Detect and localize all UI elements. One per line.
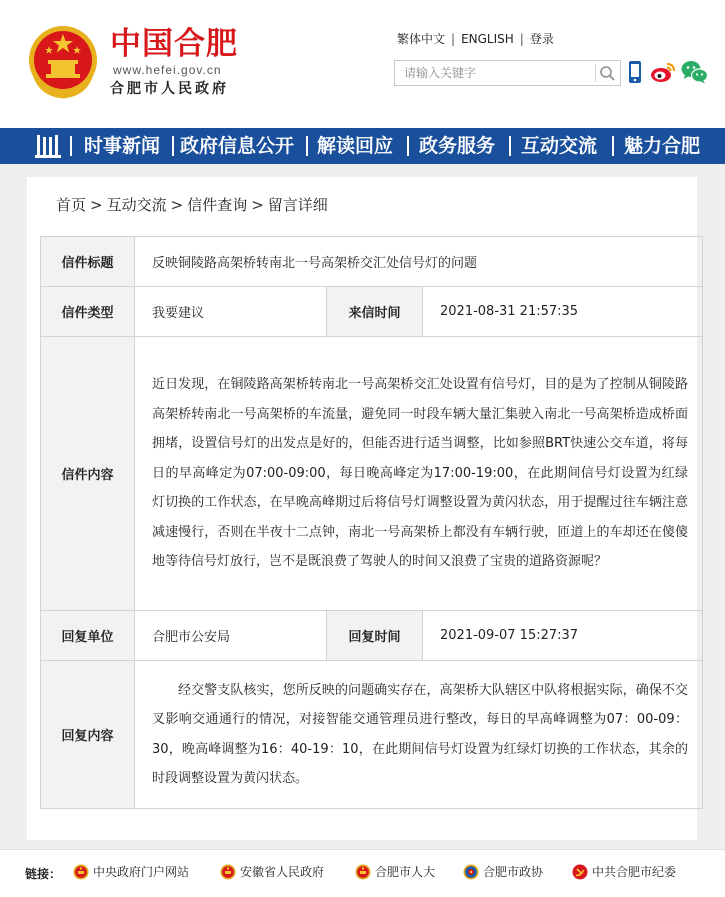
site-header [0, 0, 725, 128]
nav-item-interpretation[interactable]: 解读回应 [317, 135, 394, 157]
footer-links [0, 849, 725, 897]
national-emblem-icon [27, 24, 99, 100]
reply-time-label: 回复时间 [327, 611, 423, 661]
emblem-icon [73, 864, 89, 880]
breadcrumb-interaction[interactable]: 互动交流 [106, 196, 167, 214]
reply-content-value [135, 661, 703, 809]
nav-divider [407, 136, 409, 156]
traditional-chinese-link[interactable]: 繁体中文 [397, 32, 446, 46]
party-emblem-icon [572, 864, 588, 880]
breadcrumb-separator: > [90, 196, 103, 214]
reply-content-label: 回复内容 [41, 661, 135, 809]
reply-unit-label: 回复单位 [41, 611, 135, 661]
letter-detail-table [40, 236, 703, 809]
letter-time-label: 来信时间 [327, 287, 423, 337]
footer-link-label[interactable]: 中共合肥市纪委 [592, 865, 677, 879]
logo-title: 中国合肥 [110, 26, 238, 62]
letter-title-label: 信件标题 [41, 237, 135, 287]
letter-content-label: 信件内容 [41, 337, 135, 611]
divider: | [451, 32, 456, 46]
table-row [41, 661, 703, 809]
reply-time-value: 2021-09-07 15:27:37 [423, 611, 703, 661]
footer-link-label[interactable]: 合肥市政协 [483, 865, 544, 879]
english-link[interactable]: ENGLISH [461, 32, 514, 46]
nav-divider [70, 136, 72, 156]
letter-title-value: 反映铜陵路高架桥转南北一号高架桥交汇处信号灯的问题 [135, 237, 703, 287]
search-input[interactable] [395, 61, 591, 85]
nav-item-interaction[interactable]: 互动交流 [521, 135, 598, 157]
table-row [41, 337, 703, 611]
mobile-icon[interactable] [628, 60, 642, 84]
content-panel [27, 177, 697, 840]
breadcrumb-home[interactable]: 首页 [56, 196, 87, 214]
letter-type-value: 我要建议 [135, 287, 327, 337]
main-nav [0, 128, 725, 164]
building-icon [34, 133, 62, 159]
logo-subtitle: 合肥市人民政府 [110, 81, 229, 97]
reply-unit-value: 合肥市公安局 [135, 611, 327, 661]
footer-link-label[interactable]: 中央政府门户网站 [93, 865, 190, 879]
table-row [41, 237, 703, 287]
nav-divider [172, 136, 174, 156]
emblem-icon [220, 864, 236, 880]
nav-item-news[interactable]: 时事新闻 [84, 135, 161, 157]
wechat-icon[interactable] [681, 60, 708, 84]
table-row [41, 287, 703, 337]
nav-divider [612, 136, 614, 156]
nav-divider [509, 136, 511, 156]
breadcrumb-separator: > [251, 196, 264, 214]
cppcc-emblem-icon [463, 864, 479, 880]
nav-item-services[interactable]: 政务服务 [419, 135, 496, 157]
table-row [41, 611, 703, 661]
letter-content-value: 近日发现，在铜陵路高架桥转南北一号高架桥交汇处设置有信号灯，目的是为了控制从铜陵路高架桥转南北一号高架桥的车流量，避免同一时段车辆大量汇集驶入南北一号高架桥造成桥面拥堵，设置信号灯的出发点是好的，但能否进行适当调整，比如参照BRT快速公交车道，将每日的早高峰定为07:00-09:00，每日晚高峰定为17:00-19:00，在此期间信号灯设置为红绿灯切换的工作状态，在早晚高峰期过后将信号灯调整设置为黄闪状态，用于提醒过往车辆注意减速慢行，否则在半夜十二点钟，南北一号高架桥上都没有车辆行驶，匝道上的车却还在傻傻地等待信号灯放行，岂不是既浪费了驾驶人的时间又浪费了宝贵的道路资源呢？ [135, 337, 703, 611]
search-icon[interactable] [595, 62, 619, 84]
weibo-icon[interactable] [650, 61, 676, 83]
breadcrumb-letter-query[interactable]: 信件查询 [187, 196, 248, 214]
divider: | [519, 32, 524, 46]
breadcrumb-current: 留言详细 [267, 196, 328, 214]
reply-content-text: 经交警支队核实，您所反映的问题确实存在，高架桥大队辖区中队将根据实际，确保不交叉影响交通通行的情况，对接智能交通管理员进行整改，每日的早高峰调整为07：00-09：30，晚高峰调整为16：40-19：10，在此期间信号灯设置为红绿灯切换的工作状态，其余的时段调整设置为黄闪状态。 [152, 682, 688, 786]
footer-link-label[interactable]: 安徽省人民政府 [240, 865, 325, 879]
breadcrumb [56, 194, 328, 215]
top-links [397, 30, 554, 47]
footer-link-label[interactable]: 合肥市人大 [375, 865, 436, 879]
nav-item-gov-info[interactable]: 政府信息公开 [180, 135, 295, 157]
search-box [394, 60, 621, 86]
breadcrumb-separator: > [170, 196, 184, 214]
letter-type-label: 信件类型 [41, 287, 135, 337]
letter-time-value: 2021-08-31 21:57:35 [423, 287, 703, 337]
logo-url: www.hefei.gov.cn [113, 63, 222, 77]
nav-divider [306, 136, 308, 156]
login-link[interactable]: 登录 [529, 32, 554, 46]
emblem-icon [355, 864, 371, 880]
nav-item-charm-hefei[interactable]: 魅力合肥 [624, 135, 701, 157]
footer-links-label: 链接： [25, 867, 62, 881]
